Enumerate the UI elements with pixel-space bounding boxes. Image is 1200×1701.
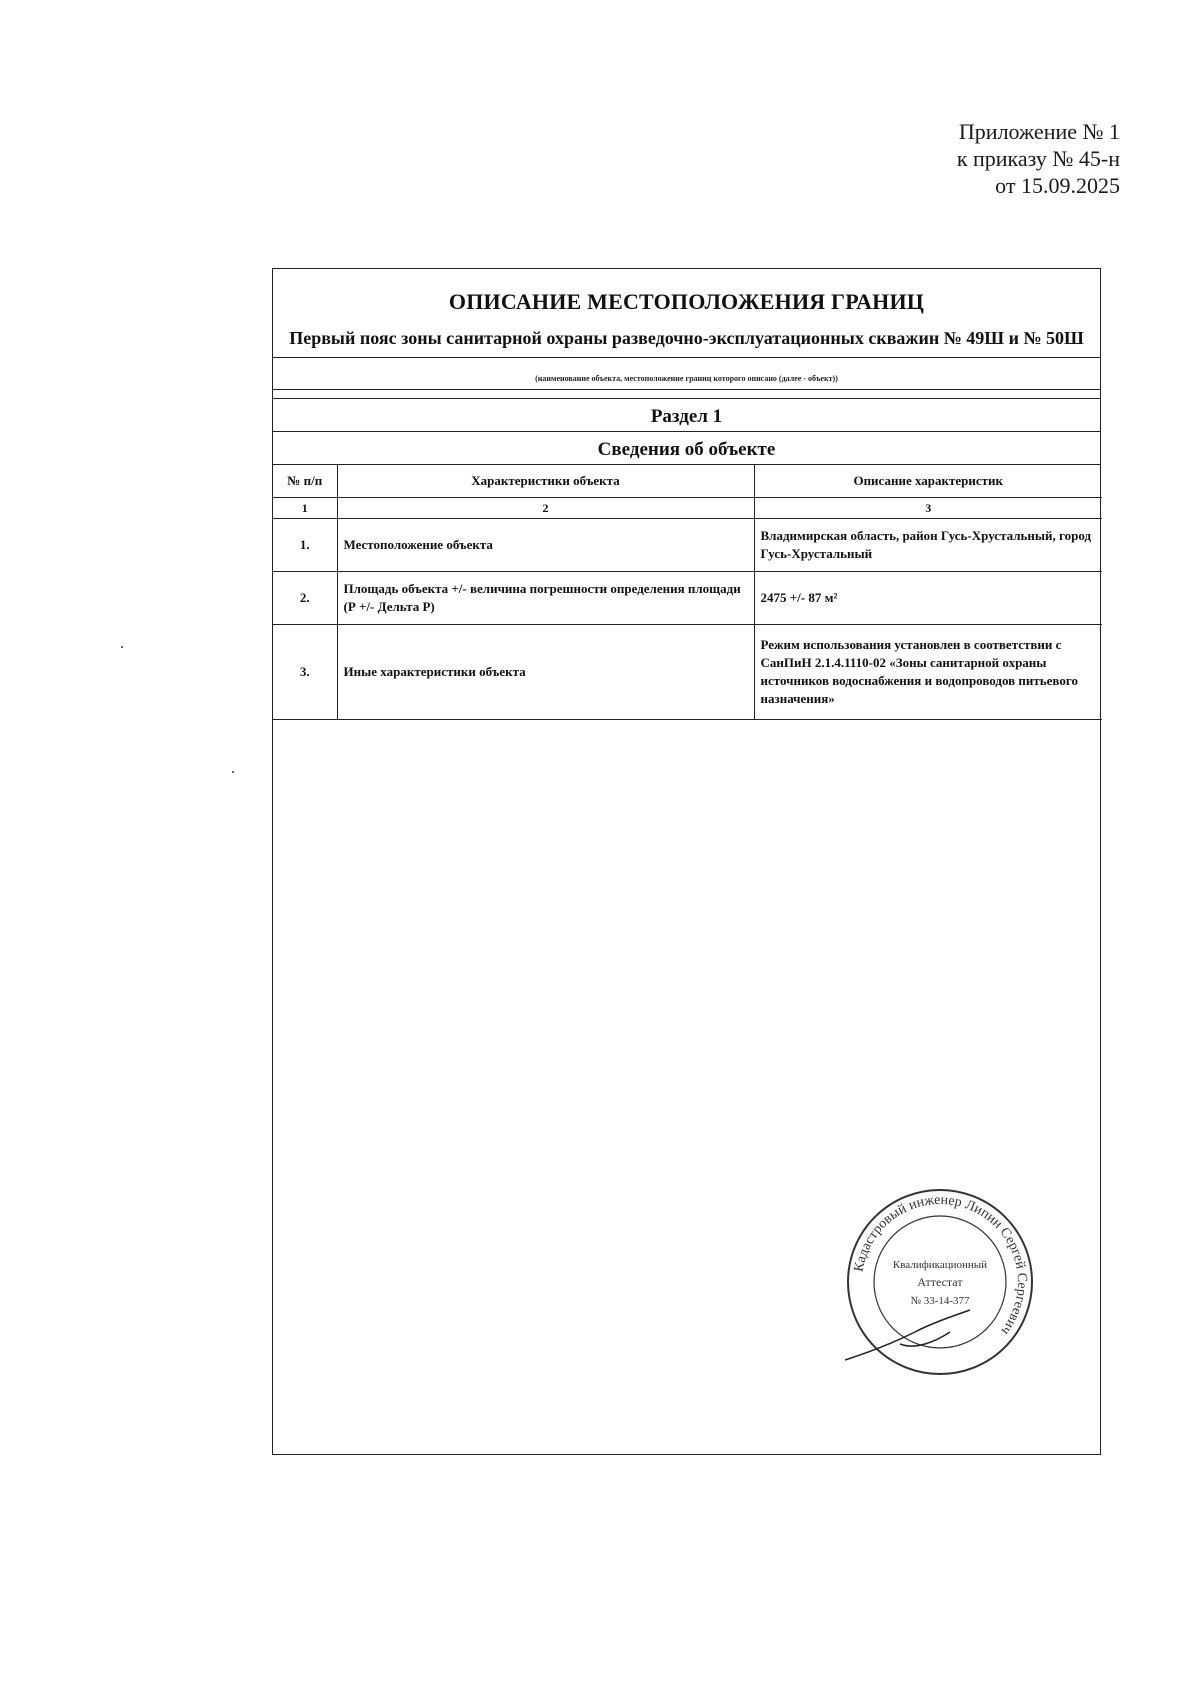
column-number: 2	[337, 498, 754, 519]
stamp-center-line3: № 33-14-377	[910, 1295, 970, 1307]
scan-speck	[232, 771, 234, 773]
cadastral-engineer-stamp	[840, 1182, 1040, 1382]
stamp-center-line2: Аттестат	[917, 1275, 963, 1289]
column-number: 1	[273, 498, 337, 519]
row-description: Режим использования установлен в соответствии с СанПиН 2.1.4.1110-02 «Зоны санитарной охраны источников водоснабжения и водопроводов питьевого назначения»	[754, 625, 1102, 720]
table-row	[273, 519, 1102, 572]
appendix-date: от 15.09.2025	[995, 173, 1120, 198]
header-num: № п/п	[273, 465, 337, 498]
scan-speck	[121, 646, 123, 648]
stamp-center-line1: Квалификационный	[892, 1259, 988, 1271]
row-characteristic: Иные характеристики объекта	[337, 625, 754, 720]
object-info-table	[273, 465, 1102, 720]
header-characteristic: Характеристики объекта	[337, 465, 754, 498]
object-caption: (наименование объекта, местоположение границ которого описано (далее - объект))	[273, 357, 1100, 389]
appendix-order: к приказу № 45-н	[956, 146, 1120, 171]
title-block	[273, 269, 1100, 390]
document-title: ОПИСАНИЕ МЕСТОПОЛОЖЕНИЯ ГРАНИЦ	[448, 289, 925, 314]
row-number: 1.	[273, 519, 337, 572]
row-characteristic: Площадь объекта +/- величина погрешности определения площади (Р +/- Дельта Р)	[337, 572, 754, 625]
stamp-ring-path: Кадастровый инженер Липин Сергей Сергеевич	[851, 1192, 1030, 1338]
column-number: 3	[754, 498, 1102, 519]
section-title: Сведения об объекте	[273, 432, 1100, 465]
row-number: 3.	[273, 625, 337, 720]
row-number: 2.	[273, 572, 337, 625]
table-header-row	[273, 465, 1102, 498]
object-name: Первый пояс зоны санитарной охраны разведочно-эксплуатационных скважин № 49Ш и № 50Ш	[289, 328, 1084, 348]
appendix-header	[820, 118, 1120, 199]
section-heading: Раздел 1	[273, 398, 1100, 432]
row-characteristic: Местоположение объекта	[337, 519, 754, 572]
row-description: Владимирская область, район Гусь-Хрустальный, город Гусь-Хрустальный	[754, 519, 1102, 572]
table-row	[273, 625, 1102, 720]
column-numbers-row	[273, 498, 1102, 519]
appendix-number: Приложение № 1	[958, 119, 1120, 144]
row-description: 2475 +/- 87 м²	[754, 572, 1102, 625]
table-row	[273, 572, 1102, 625]
header-description: Описание характеристик	[754, 465, 1102, 498]
